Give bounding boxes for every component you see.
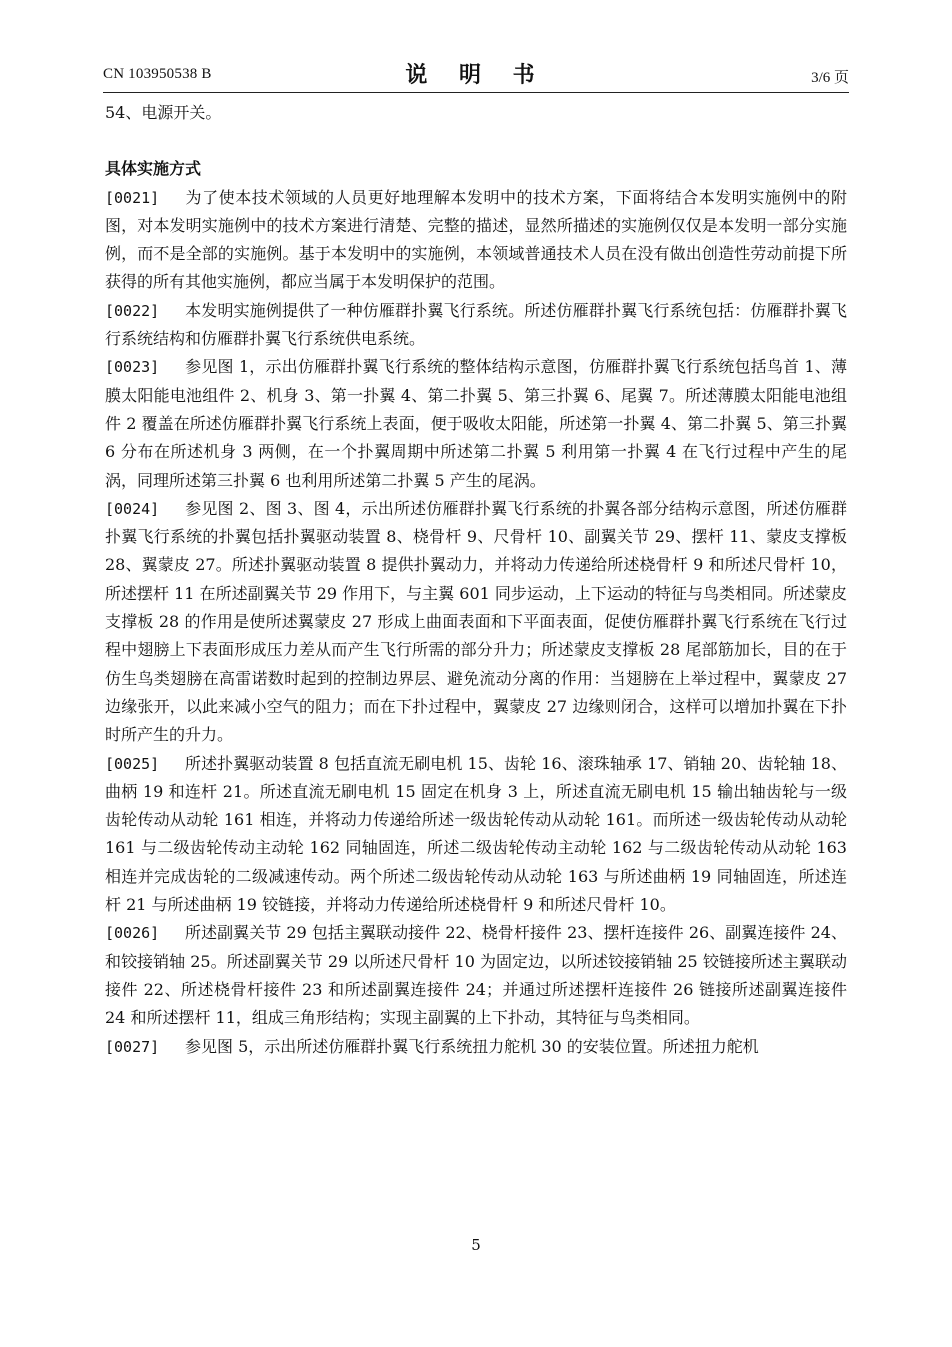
lead-line: 54、电源开关。 [105, 103, 222, 122]
paragraph-text: 参见图 1，示出仿雁群扑翼飞行系统的整体结构示意图，仿雁群扑翼飞行系统包括鸟首 1、薄膜太阳能电池组件 2、机身 3、第一扑翼 4、第二扑翼 5、第三扑翼 6、尾翼 7。所述薄膜太阳能电池组件 2 覆盖在所述仿雁群扑翼飞行系统上表面，便于吸收太阳能，所述第一扑翼 4、第二扑翼 5、第三扑翼 6 分布在所述机身 3 两侧，在一个扑翼周期中所述第二扑翼 5 利用第一扑翼 4 在飞行过程中产生的尾涡，同理所述第三扑翼 6 也利用所述第二扑翼 5 产生的尾涡。 [105, 357, 847, 490]
paragraph-0025 [105, 750, 847, 920]
section-title: 具体实施方式 [105, 159, 202, 179]
page-number: 5 [471, 1236, 481, 1254]
paragraph-number: [0022] [105, 301, 160, 320]
document-body [105, 99, 847, 1061]
page-indicator: 3/6 页 [811, 70, 849, 86]
header-rule [103, 92, 849, 93]
paragraph-0024 [105, 495, 847, 750]
paragraph-text: 本发明实施例提供了一种仿雁群扑翼飞行系统。所述仿雁群扑翼飞行系统包括：仿雁群扑翼飞行系统结构和仿雁群扑翼飞行系统供电系统。 [105, 300, 847, 349]
paragraph-0022 [105, 297, 847, 354]
document-title: 说 明 书 [405, 62, 547, 88]
paragraph-text: 所述扑翼驱动装置 8 包括直流无刷电机 15、齿轮 16、滚珠轴承 17、销轴 20、齿轮轴 18、曲柄 19 和连杆 21。所述直流无刷电机 15 固定在机身 3 上，所述直流无刷电机 15 输出轴齿轮与一级齿轮传动从动轮 161 相连，并将动力传递给所述一级齿轮传动从动轮 161。而所述一级齿轮传动从动轮 161 与二级齿轮传动主动轮 162 同轴固连，所述二级齿轮传动主动轮 162 与二级齿轮传动从动轮 163 相连并完成齿轮的二级减速传动。两个所述二级齿轮传动从动轮 163 与所述曲柄 19 同轴固连，所述连杆 21 与所述曲柄 19 铰链接，并将动力传递给所述桡骨杆 9 和所述尺骨杆 10。 [105, 753, 847, 915]
paragraph-text: 所述副翼关节 29 包括主翼联动接件 22、桡骨杆接件 23、摆杆连接件 26、副翼连接件 24、和铰接销轴 25。所述副翼关节 29 以所述尺骨杆 10 为固定边，以所述铰接销轴 25 铰链接所述主翼联动接件 22、所述桡骨杆接件 23 和所述副翼连接件 24；并通过所述摆杆连接件 26 链接所述副翼连接件 24 和所述摆杆 11，组成三角形结构；实现主副翼的上下扑动，其特征与鸟类相同。 [105, 923, 847, 1028]
publication-number: CN 103950538 B [103, 66, 212, 82]
paragraph-0021 [105, 184, 847, 297]
paragraph-number: [0027] [105, 1037, 160, 1056]
page-header [103, 58, 849, 90]
paragraph-number: [0024] [105, 499, 160, 518]
paragraph-0023 [105, 353, 847, 494]
paragraph-text: 参见图 2、图 3、图 4，示出所述仿雁群扑翼飞行系统的扑翼各部分结构示意图，所述仿雁群扑翼飞行系统的扑翼包括扑翼驱动装置 8、桡骨杆 9、尺骨杆 10、副翼关节 29、摆杆 11、蒙皮支撑板 28、翼蒙皮 27。所述扑翼驱动装置 8 提供扑翼动力，并将动力传递给所述桡骨杆 9 和所述尺骨杆 10，所述摆杆 11 在所述副翼关节 29 作用下，与主翼 601 同步运动，上下运动的特征与鸟类相同。所述蒙皮支撑板 28 的作用是使所述翼蒙皮 27 形成上曲面表面和下平面表面，促使仿雁群扑翼飞行系统在飞行过程中翅膀上下表面形成压力差从而产生飞行所需的部分升力；所述蒙皮支撑板 28 尾部筋加长，目的在于仿生鸟类翅膀在高雷诺数时起到的控制边界层、避免流动分离的作用：当翅膀在上举过程中，翼蒙皮 27 边缘张开，以此来减小空气的阻力；而在下扑过程中，翼蒙皮 27 边缘则闭合，这样可以增加扑翼在下扑时所产生的升力。 [105, 498, 847, 745]
paragraph-text: 参见图 5，示出所述仿雁群扑翼飞行系统扭力舵机 30 的安装位置。所述扭力舵机 [185, 1036, 759, 1056]
paragraph-0026 [105, 919, 847, 1032]
paragraph-number: [0023] [105, 358, 160, 377]
paragraph-number: [0025] [105, 754, 160, 773]
paragraph-text: 为了使本技术领域的人员更好地理解本发明中的技术方案，下面将结合本发明实施例中的附图，对本发明实施例中的技术方案进行清楚、完整的描述，显然所描述的实施例仅仅是本发明一部分实施例，而不是全部的实施例。基于本发明中的实施例，本领域普通技术人员在没有做出创造性劳动前提下所获得的所有其他实施例，都应当属于本发明保护的范围。 [105, 187, 847, 292]
paragraph-0027 [105, 1033, 847, 1061]
paragraph-number: [0026] [105, 924, 160, 943]
paragraph-number: [0021] [105, 188, 160, 207]
